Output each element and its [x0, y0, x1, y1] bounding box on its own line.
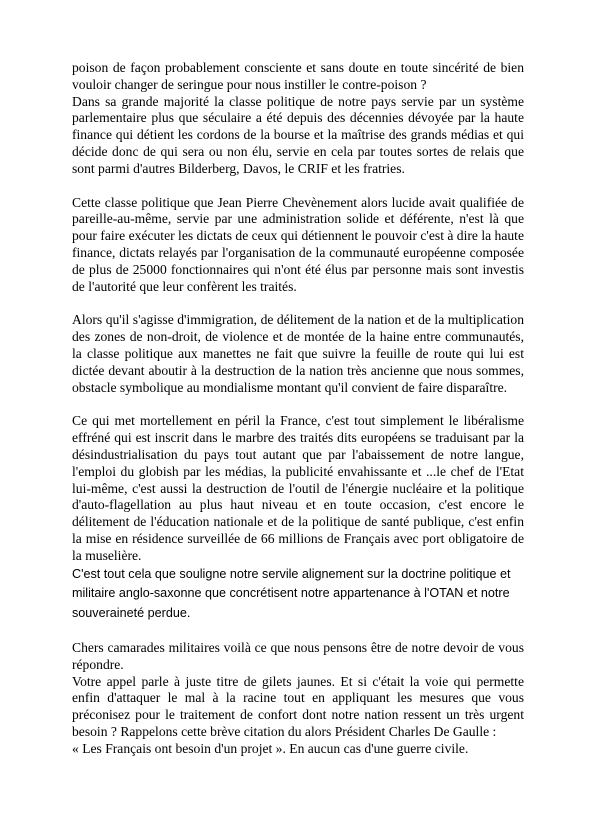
paragraph-line: Ce qui met mortellement en péril la France, c'est tout simplement le libéralisme effréné qui est inscrit dans le marbre des traités dits européens se traduisant par la désindustrialisation du pays tout autant que par l'abaissement de notre langue, l'emploi du globish par les médias, la publicité envahissante et ...le chef de l'Etat lui-même, c'est aussi la destruction de l'outil de l'énergie nucléaire et la politique d'auto-flagellation au plus haut niveau et en toute occasion, c'est encore le délitement de l'éducation nationale et de la politique de santé publique, c'est enfin la mise en résidence surveillée de 66 millions de Français avec port obligatoire de la muselière. [72, 413, 524, 563]
paragraph-spacer [72, 396, 524, 413]
paragraph-line: « Les Français ont besoin d'un projet ». En aucun cas d'une guerre civile. [72, 740, 469, 756]
emphasis-paragraph: C'est tout cela que souligne notre servile alignement sur la doctrine politique et militaire anglo-saxonne que concrétisent notre appartenance à l'OTAN et notre souveraineté perdue. [72, 566, 511, 620]
paragraph-3 [72, 312, 524, 396]
paragraph-line: Dans sa grande majorité la classe politique de notre pays servie par un système parlementaire plus que séculaire a été depuis des décennies dévoyée par la haute finance qui détient les cordons de la bourse et la maîtrise des grands médias et qui décide donc de qui sera ou non élu, servie en cela par toutes sortes de relais que sont parmi d'autres Bilderberg, Davos, le CRIF et les fratries. [72, 93, 524, 176]
paragraph-1 [72, 60, 524, 178]
paragraph-line: Chers camarades militaires voilà ce que nous pensons être de notre devoir de vous répondre. [72, 640, 524, 672]
paragraph-line: poison de façon probablement consciente et sans doute en toute sincérité de bien vouloir changer de seringue pour nous instiller le contre-poison ? [72, 60, 524, 92]
paragraph-4 [72, 413, 524, 564]
paragraph-line: Votre appel parle à juste titre de gilets jaunes. Et si c'était la voie qui permette enfin d'attaquer le mal à la racine tout en appliquant les mesures que vous préconisez pour le traitement de confort dont notre nation ressent un très urgent besoin ? Rappelons cette brève citation du alors Président Charles De Gaulle : [72, 673, 524, 739]
paragraph-2 [72, 195, 524, 296]
paragraph-spacer [72, 623, 524, 640]
paragraph-line: Cette classe politique que Jean Pierre Chevènement alors lucide avait qualifiée de pareille-au-même, servie par une administration solide et déférente, n'est là que pour faire exécuter les dictats de ceux qui détiennent le pouvoir c'est à dire la haute finance, dictats relayés par l'organisation de la communauté européenne composée de plus de 25000 fonctionnaires qui n'ont été élus par personne mais sont investis de l'autorité que leur confèrent les traités. [72, 194, 524, 294]
paragraph-spacer [72, 178, 524, 195]
paragraph-5 [72, 640, 524, 758]
paragraph-spacer [72, 295, 524, 312]
document-page [72, 60, 524, 758]
paragraph-line: Alors qu'il s'agisse d'immigration, de délitement de la nation et de la multiplication des zones de non-droit, de violence et de montée de la haine entre communautés, la classe politique aux manettes ne fait que suivre la feuille de route qui lui est dictée devant aboutir à la destruction de la nation très ancienne que nous sommes, obstacle symbolique au mondialisme montant qu'il convient de faire disparaître. [72, 312, 524, 395]
